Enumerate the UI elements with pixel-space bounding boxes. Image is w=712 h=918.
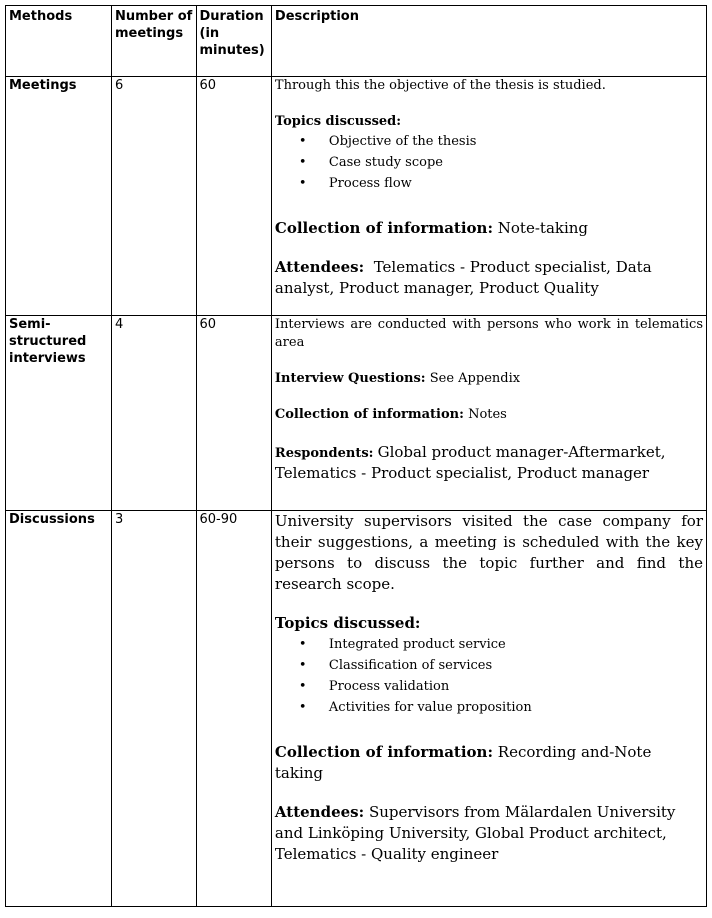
methods-table (5, 5, 707, 907)
topics-heading: Topics discussed: (274, 614, 421, 633)
duration-cell: 60-90 (196, 511, 271, 907)
collection-info: Collection of information: Recording and-Note taking (274, 743, 652, 783)
number-cell: 4 (111, 315, 196, 510)
list-item: • Process validation (299, 676, 703, 697)
header-number-of-meetings: Number of meetings (111, 6, 196, 77)
attendees-info: Attendees: Supervisors from Mälardalen University and Linköping University, Global Product architect, Telematics - Quality engineer (274, 803, 676, 864)
table-row (6, 511, 707, 907)
description-cell (271, 511, 706, 907)
method-label: Meetings (9, 78, 77, 94)
header-methods: Methods (6, 6, 112, 77)
method-cell (6, 511, 112, 907)
respondents-info: Respondents: Global product manager-Aftermarket, Telematics - Product specialist, Product manager (274, 442, 666, 482)
list-item: • Process flow (299, 173, 703, 194)
table-row (6, 77, 707, 316)
method-label: Semi-structured interviews (9, 316, 87, 366)
topics-heading: Topics discussed: (274, 114, 402, 130)
list-item: • Objective of the thesis (299, 131, 703, 152)
topics-list (275, 634, 703, 718)
list-item: • Classification of services (299, 655, 703, 676)
questions-info: Interview Questions: See Appendix (274, 370, 521, 386)
description-intro: Through this the objective of the thesis is studied. (274, 78, 606, 94)
list-item: • Activities for value proposition (299, 697, 703, 718)
list-item: • Integrated product service (299, 634, 703, 655)
method-label: Discussions (9, 512, 95, 528)
duration-cell: 60 (196, 315, 271, 510)
method-cell (6, 77, 112, 316)
number-cell: 3 (111, 511, 196, 907)
description-intro: University supervisors visited the case company for their suggestions, a meeting is scheduled with the key persons to discuss the topic further and find the research scope. (274, 512, 703, 594)
collection-info: Collection of information: Note-taking (274, 219, 589, 238)
description-cell (271, 315, 706, 510)
attendees-info: Attendees: Telematics - Product specialist, Data analyst, Product manager, Product Quality (274, 258, 652, 298)
table-row (6, 315, 707, 510)
table-header-row (6, 6, 707, 77)
list-item: • Case study scope (299, 152, 703, 173)
description-intro: Interviews are conducted with persons who work in telematics area (274, 316, 703, 350)
header-duration: Duration (in minutes) (196, 6, 271, 77)
number-cell: 6 (111, 77, 196, 316)
collection-info: Collection of information: Notes (274, 406, 507, 422)
duration-cell: 60 (196, 77, 271, 316)
header-description: Description (271, 6, 706, 77)
method-cell (6, 315, 112, 510)
description-cell (271, 77, 706, 316)
topics-list (275, 131, 703, 194)
